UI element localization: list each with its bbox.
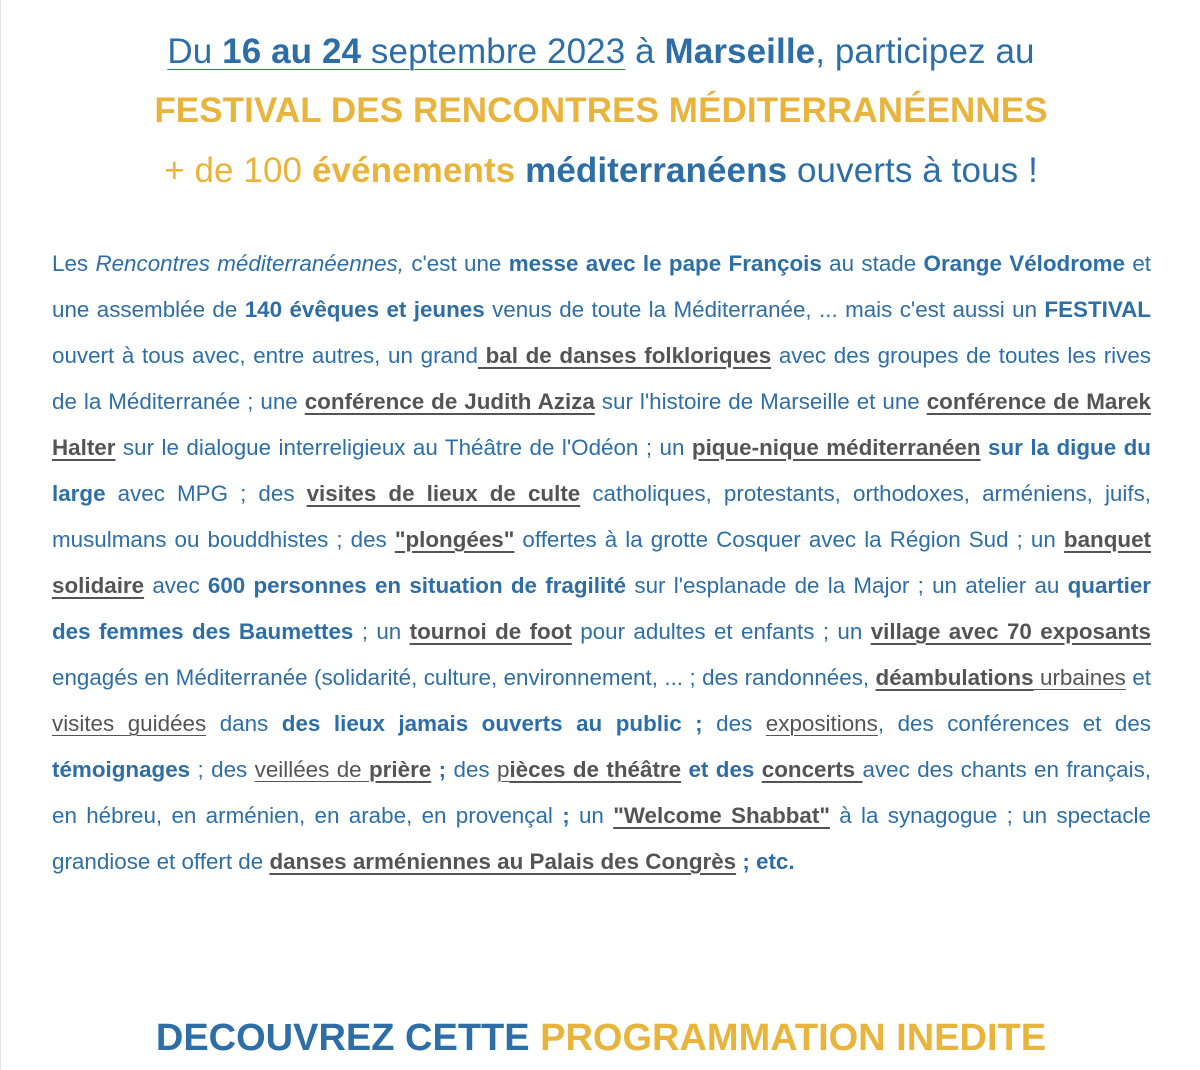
link-expositions[interactable]: expositions xyxy=(765,711,878,736)
city-name: Marseille xyxy=(664,32,816,71)
link-danses-armeniennes[interactable]: danses arméniennes au Palais des Congrès xyxy=(269,849,737,874)
link-village[interactable]: village avec 70 exposants xyxy=(870,619,1151,644)
link-conference-halter[interactable]: conférence de Marek Halter xyxy=(52,389,1151,460)
dates-link[interactable]: Du 16 au 24 septembre 2023 xyxy=(167,32,626,71)
festival-title: FESTIVAL DES RENCONTRES MÉDITERRANÉENNES xyxy=(154,91,1048,130)
program-description: Les Rencontres méditerranéennes, c'est une messe avec le pape François au stade Orange Vélodrome et une assemblée de 140 évêques et jeunes venus de toute la Méditerranée, ... mais c'est aussi un FESTIVAL ouvert à tous avec, entre autres, un grand bal de danses folkloriques avec des groupes de toutes les rives de la Méditerranée ; une conférence de Judith Aziza sur l'histoire de Marseille et une conférence de Marek Halter sur le dialogue interreligieux au Théâtre de l'Odéon ; un pique-nique méditerranéen sur la digue du large avec MPG ; des visites de lieux de culte catholiques, protestants, orthodoxes, arméniens, juifs, musulmans ou bouddhistes ; des "plongées" offertes à la grotte Cosquer avec la Région Sud ; un banquet solidaire avec 600 personnes en situation de fragilité sur l'esplanade de la Major ; un atelier au quartier des femmes des Baumettes ; un tournoi de foot pour adultes et enfants ; un village avec 70 exposants engagés en Méditerranée (solidarité, culture, environnement, ... ; des randonnées, déambulations urbaines et visites guidées dans des lieux jamais ouverts au public ; des expositions, des conférences et des témoignages ; des veillées de prière ; des pièces de théâtre et des concerts avec des chants en français, en hébreu, en arménien, en arabe, en provençal ; un "Welcome Shabbat" à la synagogue ; un spectacle grandiose et offert de danses arméniennes au Palais des Congrès ; etc. xyxy=(52,251,1152,874)
footer-cta: DECOUVREZ CETTE PROGRAMMATION INEDITE xyxy=(155,1017,1047,1059)
link-deambulations[interactable]: déambulations xyxy=(875,665,1034,690)
link-veillees[interactable]: veillées de xyxy=(254,757,369,782)
link-pique-nique[interactable]: pique-nique méditerranéen xyxy=(691,435,981,460)
link-theatre[interactable]: ièces de théâtre xyxy=(509,757,682,782)
headline-events: + de 100 événements méditerranéens ouverts à tous ! xyxy=(164,151,1038,190)
link-conference-aziza[interactable]: conférence de Judith Aziza xyxy=(304,389,595,414)
headline-dates: Du 16 au 24 septembre 2023 à Marseille, participez au xyxy=(167,32,1035,71)
link-p[interactable]: p xyxy=(497,757,510,782)
link-welcome-shabbat[interactable]: "Welcome Shabbat" xyxy=(613,803,830,828)
link-banquet[interactable]: banquet solidaire xyxy=(52,527,1151,598)
link-visites-culte[interactable]: visites de lieux de culte xyxy=(306,481,581,506)
link-bal-danses[interactable]: bal de danses folkloriques xyxy=(477,343,772,368)
link-tournoi-foot[interactable]: tournoi de foot xyxy=(409,619,572,644)
link-priere[interactable]: prière xyxy=(369,757,432,782)
link-visites-guidees[interactable]: visites guidées xyxy=(52,711,207,736)
link-concerts[interactable]: concerts xyxy=(761,757,863,782)
link-plongees[interactable]: "plongées" xyxy=(394,527,515,552)
link-urbaines[interactable]: urbaines xyxy=(1033,665,1126,690)
